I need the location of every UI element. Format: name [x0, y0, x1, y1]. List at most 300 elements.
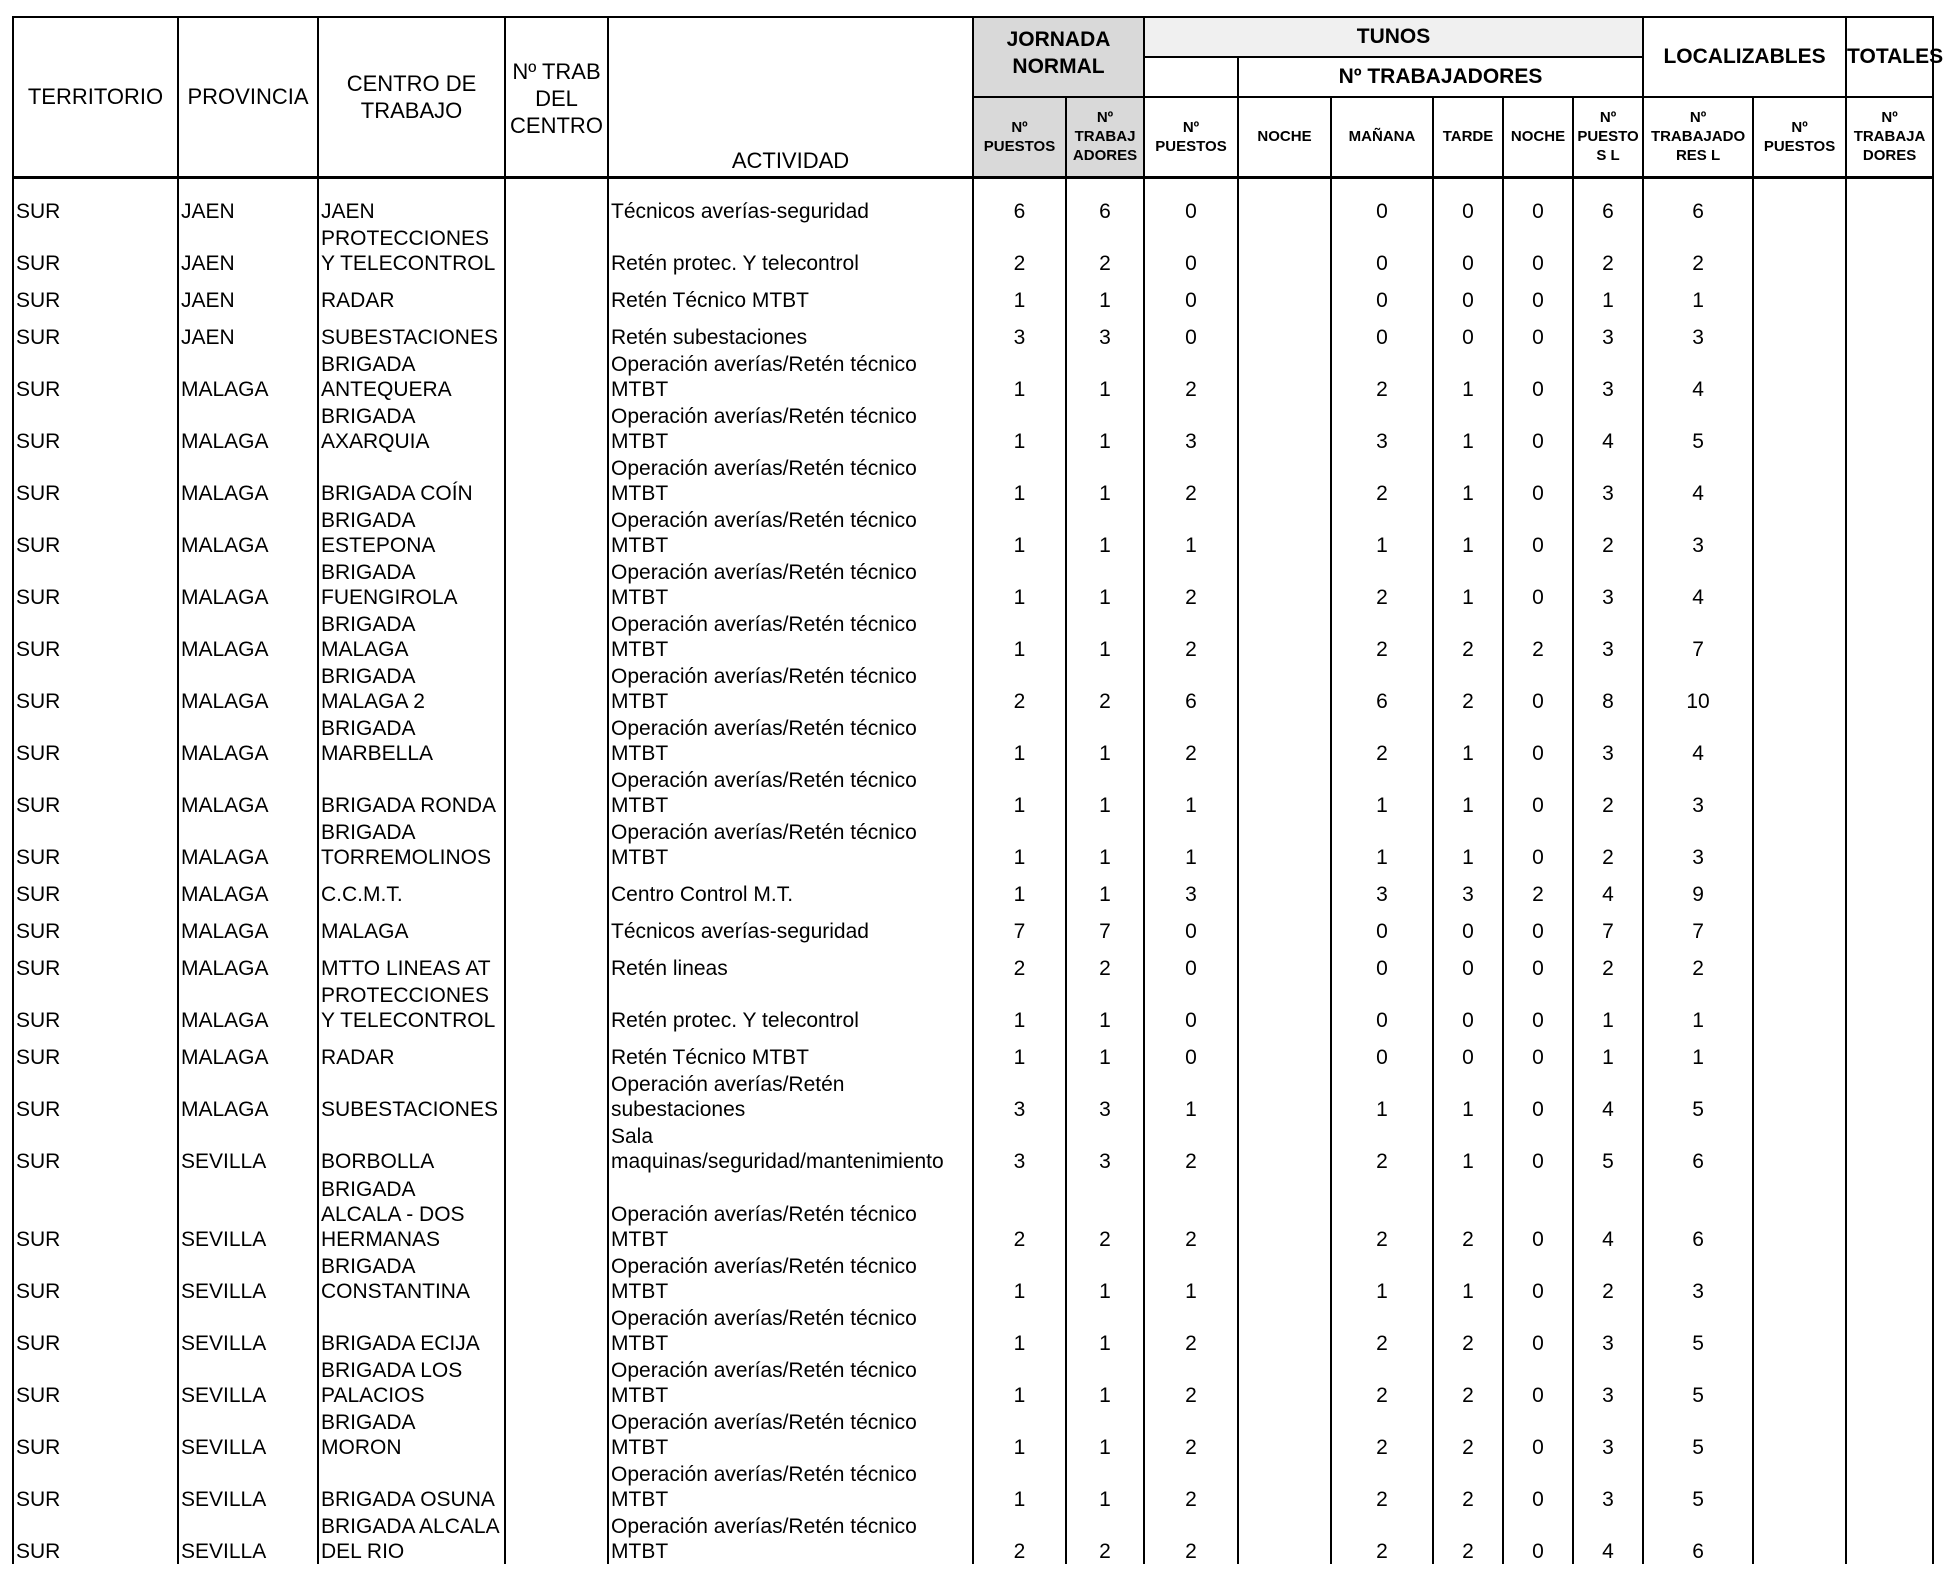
cell-noche-2: 0: [1503, 558, 1573, 610]
cell-manana: 2: [1331, 1512, 1433, 1564]
cell-provincia: MALAGA: [178, 944, 318, 981]
cell-territorio: SUR: [13, 610, 178, 662]
header-tunos-blank: [1144, 57, 1238, 97]
cell-actividad: Técnicos averías-seguridad: [608, 187, 973, 224]
cell-noche-1: [1238, 187, 1331, 224]
cell-l-puestos: 3: [1573, 350, 1643, 402]
cell-t-puestos: 0: [1144, 224, 1238, 276]
cell-tot-puestos: [1753, 1356, 1846, 1408]
cell-actividad: Operación averías/Retén técnico MTBT: [608, 1512, 973, 1564]
cell-jn-puestos: 1: [973, 870, 1066, 907]
cell-tot-puestos: [1753, 558, 1846, 610]
cell-tot-puestos: [1753, 714, 1846, 766]
table-row: [13, 558, 1933, 610]
cell-territorio: SUR: [13, 1122, 178, 1174]
header-jornada-normal: JORNADA NORMAL: [973, 17, 1144, 97]
cell-jn-trabajadores: 1: [1066, 350, 1144, 402]
cell-centro: BRIGADA FUENGIROLA: [318, 558, 505, 610]
cell-territorio: SUR: [13, 1356, 178, 1408]
cell-tot-puestos: [1753, 610, 1846, 662]
cell-actividad: Operación averías/Retén técnico MTBT: [608, 1252, 973, 1304]
cell-t-puestos: 0: [1144, 313, 1238, 350]
cell-territorio: SUR: [13, 981, 178, 1033]
cell-jn-trabajadores: 1: [1066, 1460, 1144, 1512]
header-tot-puestos: Nº PUESTOS: [1753, 97, 1846, 177]
cell-noche-2: 0: [1503, 313, 1573, 350]
cell-manana: 0: [1331, 944, 1433, 981]
table-row: [13, 766, 1933, 818]
cell-centro: PROTECCIONES Y TELECONTROL: [318, 224, 505, 276]
cell-l-puestos: 3: [1573, 1356, 1643, 1408]
cell-l-trabajadores: 5: [1643, 402, 1753, 454]
cell-n-trab-centro: [505, 907, 608, 944]
cell-actividad: Operación averías/Retén técnico MTBT: [608, 1356, 973, 1408]
cell-centro: RADAR: [318, 276, 505, 313]
cell-centro: JAEN: [318, 187, 505, 224]
cell-noche-2: 0: [1503, 662, 1573, 714]
cell-noche-1: [1238, 870, 1331, 907]
cell-tot-puestos: [1753, 1252, 1846, 1304]
cell-tot-puestos: [1753, 870, 1846, 907]
cell-noche-1: [1238, 1304, 1331, 1356]
cell-l-puestos: 4: [1573, 1174, 1643, 1252]
cell-l-trabajadores: 7: [1643, 907, 1753, 944]
cell-territorio: SUR: [13, 944, 178, 981]
cell-tot-trabajadores: [1846, 714, 1933, 766]
cell-tarde: 0: [1433, 187, 1503, 224]
cell-tot-trabajadores: [1846, 907, 1933, 944]
cell-territorio: SUR: [13, 454, 178, 506]
cell-actividad: Operación averías/Retén técnico MTBT: [608, 714, 973, 766]
cell-centro: BRIGADA ANTEQUERA: [318, 350, 505, 402]
cell-noche-1: [1238, 313, 1331, 350]
cell-jn-puestos: 7: [973, 907, 1066, 944]
cell-jn-puestos: 1: [973, 766, 1066, 818]
cell-jn-puestos: 1: [973, 454, 1066, 506]
cell-tarde: 2: [1433, 1304, 1503, 1356]
cell-actividad: Operación averías/Retén técnico MTBT: [608, 1460, 973, 1512]
cell-actividad: Retén protec. Y telecontrol: [608, 224, 973, 276]
cell-centro: BRIGADA ALCALA DEL RIO: [318, 1512, 505, 1564]
cell-noche-2: 0: [1503, 1033, 1573, 1070]
cell-centro: BRIGADA MORON: [318, 1408, 505, 1460]
header-provincia: PROVINCIA: [178, 17, 318, 177]
cell-l-trabajadores: 5: [1643, 1070, 1753, 1122]
header-manana: MAÑANA: [1331, 97, 1433, 177]
table-row: [13, 454, 1933, 506]
table-row: [13, 224, 1933, 276]
cell-centro: BRIGADA CONSTANTINA: [318, 1252, 505, 1304]
cell-centro: PROTECCIONES Y TELECONTROL: [318, 981, 505, 1033]
cell-territorio: SUR: [13, 506, 178, 558]
cell-territorio: SUR: [13, 224, 178, 276]
cell-n-trab-centro: [505, 1304, 608, 1356]
cell-centro: BRIGADA MALAGA: [318, 610, 505, 662]
cell-l-trabajadores: 1: [1643, 1033, 1753, 1070]
cell-provincia: MALAGA: [178, 402, 318, 454]
cell-tot-puestos: [1753, 276, 1846, 313]
cell-jn-trabajadores: 3: [1066, 1122, 1144, 1174]
cell-n-trab-centro: [505, 1356, 608, 1408]
cell-noche-2: 0: [1503, 981, 1573, 1033]
cell-provincia: SEVILLA: [178, 1460, 318, 1512]
cell-manana: 2: [1331, 1304, 1433, 1356]
cell-jn-trabajadores: 2: [1066, 1174, 1144, 1252]
cell-n-trab-centro: [505, 610, 608, 662]
cell-l-trabajadores: 2: [1643, 944, 1753, 981]
cell-provincia: MALAGA: [178, 818, 318, 870]
cell-territorio: SUR: [13, 907, 178, 944]
cell-tot-trabajadores: [1846, 1356, 1933, 1408]
cell-noche-1: [1238, 454, 1331, 506]
cell-tarde: 2: [1433, 662, 1503, 714]
header-jn-puestos: Nº PUESTOS: [973, 97, 1066, 177]
cell-noche-1: [1238, 1174, 1331, 1252]
table-row: [13, 870, 1933, 907]
cell-t-puestos: 2: [1144, 350, 1238, 402]
cell-l-trabajadores: 5: [1643, 1408, 1753, 1460]
cell-territorio: SUR: [13, 662, 178, 714]
cell-centro: MTTO LINEAS AT: [318, 944, 505, 981]
cell-n-trab-centro: [505, 224, 608, 276]
cell-l-trabajadores: 9: [1643, 870, 1753, 907]
cell-jn-puestos: 1: [973, 610, 1066, 662]
cell-l-puestos: 4: [1573, 1070, 1643, 1122]
cell-noche-2: 0: [1503, 818, 1573, 870]
cell-noche-2: 0: [1503, 1408, 1573, 1460]
header-jn-trabajadores: Nº TRABAJ ADORES: [1066, 97, 1144, 177]
cell-tarde: 0: [1433, 313, 1503, 350]
cell-l-puestos: 1: [1573, 1033, 1643, 1070]
cell-actividad: Operación averías/Retén técnico MTBT: [608, 558, 973, 610]
cell-tot-trabajadores: [1846, 1408, 1933, 1460]
cell-l-trabajadores: 4: [1643, 714, 1753, 766]
cell-provincia: SEVILLA: [178, 1174, 318, 1252]
cell-jn-puestos: 2: [973, 224, 1066, 276]
header-tot-trabajadores: Nº TRABAJA DORES: [1846, 97, 1933, 177]
cell-noche-2: 0: [1503, 276, 1573, 313]
cell-centro: RADAR: [318, 1033, 505, 1070]
cell-provincia: JAEN: [178, 276, 318, 313]
cell-n-trab-centro: [505, 276, 608, 313]
cell-jn-trabajadores: 1: [1066, 454, 1144, 506]
cell-jn-trabajadores: 1: [1066, 870, 1144, 907]
cell-noche-1: [1238, 1070, 1331, 1122]
header-centro-de-trabajo: CENTRO DE TRABAJO: [318, 17, 505, 177]
cell-tarde: 1: [1433, 714, 1503, 766]
cell-jn-puestos: 6: [973, 187, 1066, 224]
cell-jn-puestos: 1: [973, 1252, 1066, 1304]
cell-jn-puestos: 2: [973, 1174, 1066, 1252]
table-row: [13, 313, 1933, 350]
cell-actividad: Técnicos averías-seguridad: [608, 907, 973, 944]
table-row: [13, 187, 1933, 224]
cell-l-puestos: 3: [1573, 1460, 1643, 1512]
table-row: [13, 1174, 1933, 1252]
cell-tot-puestos: [1753, 1033, 1846, 1070]
cell-jn-trabajadores: 1: [1066, 402, 1144, 454]
cell-centro: BRIGADA MARBELLA: [318, 714, 505, 766]
cell-territorio: SUR: [13, 276, 178, 313]
cell-noche-2: 0: [1503, 506, 1573, 558]
cell-provincia: MALAGA: [178, 1033, 318, 1070]
cell-noche-1: [1238, 1356, 1331, 1408]
cell-manana: 2: [1331, 1122, 1433, 1174]
table-row: [13, 350, 1933, 402]
cell-provincia: MALAGA: [178, 1070, 318, 1122]
cell-tot-trabajadores: [1846, 1252, 1933, 1304]
cell-tarde: 2: [1433, 1460, 1503, 1512]
cell-manana: 0: [1331, 981, 1433, 1033]
cell-l-puestos: 4: [1573, 1512, 1643, 1564]
cell-tot-trabajadores: [1846, 454, 1933, 506]
cell-actividad: Operación averías/Retén técnico MTBT: [608, 350, 973, 402]
cell-tarde: 1: [1433, 402, 1503, 454]
cell-actividad: Operación averías/Retén técnico MTBT: [608, 766, 973, 818]
document-page: [12, 16, 1944, 1564]
cell-actividad: Operación averías/Retén técnico MTBT: [608, 1304, 973, 1356]
cell-n-trab-centro: [505, 402, 608, 454]
cell-l-puestos: 2: [1573, 818, 1643, 870]
cell-l-trabajadores: 7: [1643, 610, 1753, 662]
cell-tarde: 1: [1433, 1070, 1503, 1122]
cell-jn-puestos: 1: [973, 1033, 1066, 1070]
cell-tarde: 3: [1433, 870, 1503, 907]
cell-tot-trabajadores: [1846, 558, 1933, 610]
table-row: [13, 1408, 1933, 1460]
cell-noche-2: 0: [1503, 1304, 1573, 1356]
cell-territorio: SUR: [13, 313, 178, 350]
cell-n-trab-centro: [505, 558, 608, 610]
cell-l-trabajadores: 2: [1643, 224, 1753, 276]
cell-manana: 3: [1331, 402, 1433, 454]
cell-provincia: MALAGA: [178, 610, 318, 662]
cell-noche-1: [1238, 662, 1331, 714]
cell-noche-1: [1238, 350, 1331, 402]
cell-tot-puestos: [1753, 187, 1846, 224]
cell-l-puestos: 2: [1573, 506, 1643, 558]
cell-manana: 1: [1331, 506, 1433, 558]
cell-noche-1: [1238, 714, 1331, 766]
cell-t-puestos: 2: [1144, 1512, 1238, 1564]
cell-tarde: 2: [1433, 1512, 1503, 1564]
cell-actividad: Operación averías/Retén subestaciones: [608, 1070, 973, 1122]
cell-jn-puestos: 1: [973, 276, 1066, 313]
cell-n-trab-centro: [505, 944, 608, 981]
cell-manana: 2: [1331, 1356, 1433, 1408]
cell-t-puestos: 3: [1144, 870, 1238, 907]
cell-noche-1: [1238, 766, 1331, 818]
cell-noche-2: 0: [1503, 187, 1573, 224]
cell-centro: BRIGADA ESTEPONA: [318, 506, 505, 558]
cell-l-trabajadores: 3: [1643, 1252, 1753, 1304]
cell-l-trabajadores: 1: [1643, 981, 1753, 1033]
cell-tarde: 1: [1433, 766, 1503, 818]
cell-n-trab-centro: [505, 1174, 608, 1252]
cell-n-trab-centro: [505, 714, 608, 766]
cell-tot-puestos: [1753, 1408, 1846, 1460]
cell-noche-2: 0: [1503, 1512, 1573, 1564]
cell-manana: 0: [1331, 224, 1433, 276]
cell-tot-trabajadores: [1846, 350, 1933, 402]
cell-l-puestos: 3: [1573, 313, 1643, 350]
cell-noche-2: 0: [1503, 907, 1573, 944]
cell-t-puestos: 0: [1144, 981, 1238, 1033]
cell-tot-trabajadores: [1846, 224, 1933, 276]
cell-l-puestos: 7: [1573, 907, 1643, 944]
cell-jn-puestos: 1: [973, 981, 1066, 1033]
cell-t-puestos: 1: [1144, 1070, 1238, 1122]
cell-n-trab-centro: [505, 766, 608, 818]
cell-l-trabajadores: 4: [1643, 350, 1753, 402]
cell-l-puestos: 3: [1573, 610, 1643, 662]
cell-provincia: MALAGA: [178, 662, 318, 714]
cell-tarde: 1: [1433, 558, 1503, 610]
table-row: [13, 1460, 1933, 1512]
cell-jn-puestos: 1: [973, 714, 1066, 766]
cell-l-puestos: 2: [1573, 944, 1643, 981]
cell-manana: 2: [1331, 454, 1433, 506]
cell-t-puestos: 1: [1144, 818, 1238, 870]
turnos-table: [12, 16, 1944, 1564]
cell-l-puestos: 4: [1573, 402, 1643, 454]
cell-centro: BRIGADA RONDA: [318, 766, 505, 818]
cell-provincia: MALAGA: [178, 558, 318, 610]
cell-noche-1: [1238, 1033, 1331, 1070]
header-localizables: LOCALIZABLES: [1643, 17, 1846, 97]
header-noche-2: NOCHE: [1503, 97, 1573, 177]
cell-l-puestos: 4: [1573, 870, 1643, 907]
cell-noche-1: [1238, 1408, 1331, 1460]
cell-territorio: SUR: [13, 766, 178, 818]
cell-tot-trabajadores: [1846, 1122, 1933, 1174]
cell-l-trabajadores: 4: [1643, 454, 1753, 506]
cell-jn-trabajadores: 1: [1066, 766, 1144, 818]
cell-manana: 2: [1331, 1460, 1433, 1512]
cell-provincia: SEVILLA: [178, 1252, 318, 1304]
cell-jn-puestos: 2: [973, 1512, 1066, 1564]
cell-tarde: 1: [1433, 506, 1503, 558]
cell-actividad: Operación averías/Retén técnico MTBT: [608, 1174, 973, 1252]
cell-manana: 2: [1331, 1408, 1433, 1460]
cell-jn-puestos: 1: [973, 506, 1066, 558]
cell-territorio: SUR: [13, 1512, 178, 1564]
table-body: [13, 177, 1933, 1564]
cell-provincia: MALAGA: [178, 454, 318, 506]
cell-tarde: 1: [1433, 1122, 1503, 1174]
cell-l-puestos: 3: [1573, 1408, 1643, 1460]
cell-n-trab-centro: [505, 187, 608, 224]
cell-manana: 0: [1331, 907, 1433, 944]
cell-t-puestos: 2: [1144, 1408, 1238, 1460]
cell-noche-2: 0: [1503, 224, 1573, 276]
cell-tarde: 2: [1433, 1356, 1503, 1408]
cell-provincia: JAEN: [178, 187, 318, 224]
cell-tot-puestos: [1753, 907, 1846, 944]
cell-tarde: 1: [1433, 1252, 1503, 1304]
cell-territorio: SUR: [13, 818, 178, 870]
cell-manana: 2: [1331, 1174, 1433, 1252]
cell-territorio: SUR: [13, 714, 178, 766]
cell-n-trab-centro: [505, 454, 608, 506]
cell-actividad: Operación averías/Retén técnico MTBT: [608, 506, 973, 558]
cell-l-trabajadores: 6: [1643, 1512, 1753, 1564]
cell-actividad: Operación averías/Retén técnico MTBT: [608, 610, 973, 662]
cell-manana: 2: [1331, 558, 1433, 610]
cell-l-trabajadores: 4: [1643, 558, 1753, 610]
cell-noche-1: [1238, 907, 1331, 944]
table-row: [13, 714, 1933, 766]
cell-l-trabajadores: 10: [1643, 662, 1753, 714]
cell-l-puestos: 1: [1573, 276, 1643, 313]
header-l-trabajadores: Nº TRABAJADO RES L: [1643, 97, 1753, 177]
cell-jn-trabajadores: 1: [1066, 714, 1144, 766]
cell-l-puestos: 3: [1573, 558, 1643, 610]
cell-n-trab-centro: [505, 313, 608, 350]
cell-l-trabajadores: 5: [1643, 1460, 1753, 1512]
cell-manana: 6: [1331, 662, 1433, 714]
cell-jn-trabajadores: 1: [1066, 1356, 1144, 1408]
cell-t-puestos: 1: [1144, 1252, 1238, 1304]
cell-manana: 0: [1331, 276, 1433, 313]
cell-jn-trabajadores: 1: [1066, 818, 1144, 870]
cell-centro: BRIGADA ECIJA: [318, 1304, 505, 1356]
cell-jn-trabajadores: 7: [1066, 907, 1144, 944]
cell-tot-puestos: [1753, 1070, 1846, 1122]
header-territorio: TERRITORIO: [13, 17, 178, 177]
cell-tot-trabajadores: [1846, 1033, 1933, 1070]
cell-centro: BRIGADA OSUNA: [318, 1460, 505, 1512]
cell-noche-1: [1238, 1122, 1331, 1174]
cell-jn-puestos: 3: [973, 1122, 1066, 1174]
cell-provincia: SEVILLA: [178, 1356, 318, 1408]
cell-jn-trabajadores: 1: [1066, 1304, 1144, 1356]
cell-noche-1: [1238, 224, 1331, 276]
cell-n-trab-centro: [505, 981, 608, 1033]
cell-tot-trabajadores: [1846, 1512, 1933, 1564]
cell-t-puestos: 3: [1144, 402, 1238, 454]
cell-tot-puestos: [1753, 1304, 1846, 1356]
cell-tot-puestos: [1753, 944, 1846, 981]
cell-t-puestos: 2: [1144, 714, 1238, 766]
cell-tot-trabajadores: [1846, 662, 1933, 714]
cell-tot-puestos: [1753, 402, 1846, 454]
cell-noche-2: 0: [1503, 1070, 1573, 1122]
cell-actividad: Operación averías/Retén técnico MTBT: [608, 662, 973, 714]
cell-jn-trabajadores: 2: [1066, 224, 1144, 276]
table-row: [13, 907, 1933, 944]
cell-actividad: Operación averías/Retén técnico MTBT: [608, 818, 973, 870]
cell-centro: C.C.M.T.: [318, 870, 505, 907]
cell-tot-trabajadores: [1846, 870, 1933, 907]
cell-l-puestos: 2: [1573, 766, 1643, 818]
cell-t-puestos: 2: [1144, 1304, 1238, 1356]
cell-noche-1: [1238, 1252, 1331, 1304]
header-n-trab-centro: Nº TRAB DEL CENTRO: [505, 17, 608, 177]
cell-tot-puestos: [1753, 1122, 1846, 1174]
cell-t-puestos: 2: [1144, 558, 1238, 610]
cell-l-trabajadores: 3: [1643, 766, 1753, 818]
cell-actividad: Retén Técnico MTBT: [608, 276, 973, 313]
cell-jn-puestos: 1: [973, 818, 1066, 870]
cell-n-trab-centro: [505, 870, 608, 907]
cell-noche-1: [1238, 981, 1331, 1033]
cell-l-trabajadores: 3: [1643, 506, 1753, 558]
cell-territorio: SUR: [13, 1304, 178, 1356]
cell-tot-trabajadores: [1846, 766, 1933, 818]
cell-n-trab-centro: [505, 1408, 608, 1460]
cell-tot-trabajadores: [1846, 1304, 1933, 1356]
